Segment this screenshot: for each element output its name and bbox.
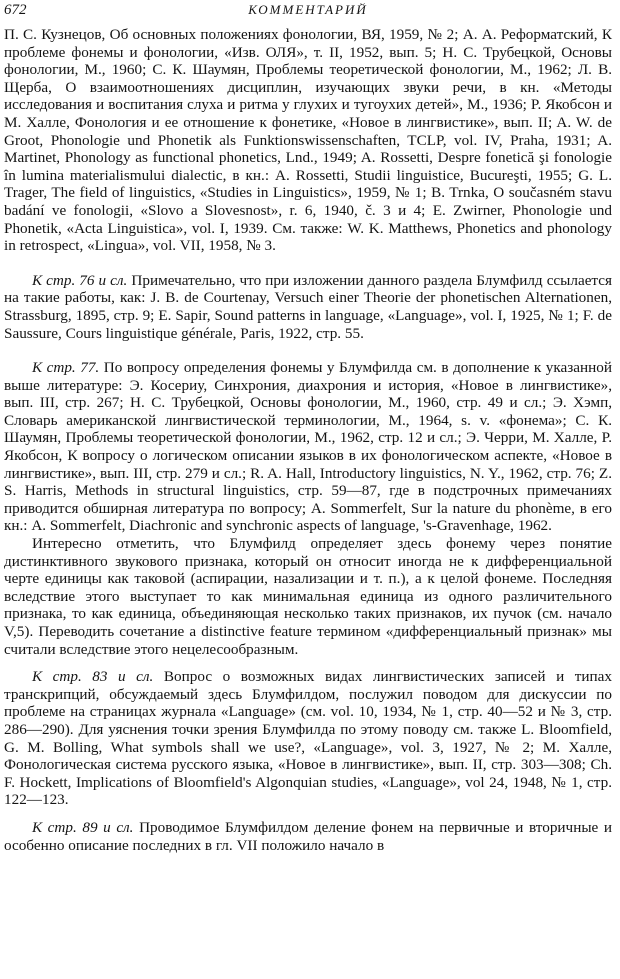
page-header bbox=[4, 2, 612, 26]
comment-paragraph-p76 bbox=[4, 272, 612, 342]
bibliography-paragraph bbox=[4, 26, 612, 255]
comment-paragraph-p89 bbox=[4, 819, 612, 854]
comment-paragraph-note bbox=[4, 535, 612, 658]
paragraph-text: По вопросу определения фонемы у Блумфилда см. в дополнение к указанной выше литературе: Э. Косериу, Синхрония, диахрония и история, «Новое в лингвистике», вып. III, стр. 267; Н. С. Трубецкой, Основы фонологии, М., 1960, стр. 49 и сл.; Э. Хэмп, Словарь американской лингвистической терминологии, М., 1964, s. v. «фонема»; С. К. Шаумян, Проблемы теоретической фонологии, М., 1962, стр. 12 и сл.; Э. Черри, М. Халле, Р. Якобсон, К вопросу о логическом описании языков в их фонологическом аспекте, «Новое в лингвистике», вып. III, стр. 279 и сл.; R. A. Hall, Introductory linguistics, N. Y., 1962, стр. 76; Z. S. Harris, Methods in structural linguistics, стр. 59—87, где в подстрочных примечаниях приводится обширная литература по вопросу; A. Sommerfelt, Sur la nature du phonème, в его кн.: A. Sommerfelt, Diachronic and synchronic aspects of language, 's-Gravenhage, 1962. bbox=[4, 359, 613, 535]
page-reference: К стр. 83 и сл. bbox=[32, 668, 154, 686]
paragraph-text: Примечательно, что при изложении данного раздела Блумфилд ссылается на такие работы, как: J. B. de Courtenay, Versuch einer Theorie der phonetischen Alternationen, Strassburg, 1895, стр. 9; E. Sapir, Sound patterns in language, «Language», vol. I, 1925, № 1; F. de Saussure, Cours linguistique générale, Paris, 1922, стр. 55. bbox=[4, 271, 612, 342]
comment-paragraph-p77 bbox=[4, 359, 612, 535]
paragraph-text: П. С. Кузнецов, Об основных положениях фонологии, ВЯ, 1959, № 2; А. А. Реформатский, К проблеме фонемы и фонологии, «Изв. ОЛЯ», т. II, 1952, вып. 5; Н. С. Трубецкой, Основы фонологии, М., 1960; С. К. Шаумян, Проблемы теоретической фонологии, М., 1962; Л. В. Щерба, О взаимоотношениях дисциплин, изучающих звуки речи, в кн. «Методы исследования и воспитания слуха и ритма у глухих и тугоухих детей», М., 1936; Р. Якобсон и М. Халле, Фонология и ее отношение к фонетике, «Новое в лингвистике», вып. II; A. W. de Groot, Phonologie und Phonetik als Funktionswissenschaften, TCLP, vol. IV, Praha, 1931; A. Martinet, Phonology as functional phonetics, Lnd., 1949; A. Rossetti, Despre fonetică şi fonologie în lumina materialismului dialectic, в кн.: A. Rossetti, Studii linguistice, Bucureşti, 1955; G. L. Trager, The field of linguistics, «Studies in Linguistics», 1959, № 1; B. Trnka, O současném stavu badání ve fonologii, «Slovo a Slovesnost», r. 6, 1940, č. 3 и 4; E. Zwirner, Phonologie und Phonetik, «Acta Linguistica», vol. I, 1939. См. также: W. K. Matthews, Phonetics and phonology in retrospect, «Lingua», vol. VII, 1958, № 3. bbox=[4, 26, 612, 255]
commentary-body bbox=[4, 26, 612, 854]
running-title: КОММЕНТАРИЙ bbox=[248, 2, 368, 17]
page-reference: К стр. 89 и сл. bbox=[32, 818, 134, 836]
comment-paragraph-p83 bbox=[4, 668, 612, 809]
paragraph-text: Проводимое Блумфилдом деление фонем на первичные и вторичные и особенно описание последних в гл. VII положило начало в bbox=[4, 818, 612, 854]
page-reference: К стр. 77. bbox=[32, 359, 100, 377]
paragraph-text: Вопрос о возможных видах лингвистических записей и типах транскрипций, обсуждаемый здесь Блумфилдом, послужил поводом для дискуссии по проблеме на страницах журнала «Language» (см. vol. 10, 1934, № 1, стр. 40—52 и № 3, стр. 286—290). Для уяснения точки зрения Блумфилда по этому поводу см. также L. Bloomfield, G. M. Bolling, What symbols shall we use?, «Language», vol. 3, 1927, № 2; М. Халле, Фонологическая система русского языка, «Новое в лингвистике», вып. II, стр. 303—308; Ch. F. Hockett, Implications of Bloomfield's Algonquian studies, «Language», vol 24, 1948, № 1, стр. 122—123. bbox=[4, 668, 612, 809]
paragraph-text: Интересно отметить, что Блумфилд определяет здесь фонему через понятие дистинктивного звукового признака, который он относит иногда не к дифференциальной черте единицы как таковой (аспирации, назализации и т. п.), а к целой фонеме. Последняя вследствие этого выступает то как минимальная единица из одного различительного признака, то как единица, объединяющая несколько таких признаков, их пучок (см. начало V,5). Переводить сочетание a distinctive feature термином «дифференциальный признак» мы считали вследствие этого нецелесообразным. bbox=[4, 535, 612, 658]
page-number: 672 bbox=[4, 2, 27, 18]
page-reference: К стр. 76 и сл. bbox=[32, 271, 128, 289]
